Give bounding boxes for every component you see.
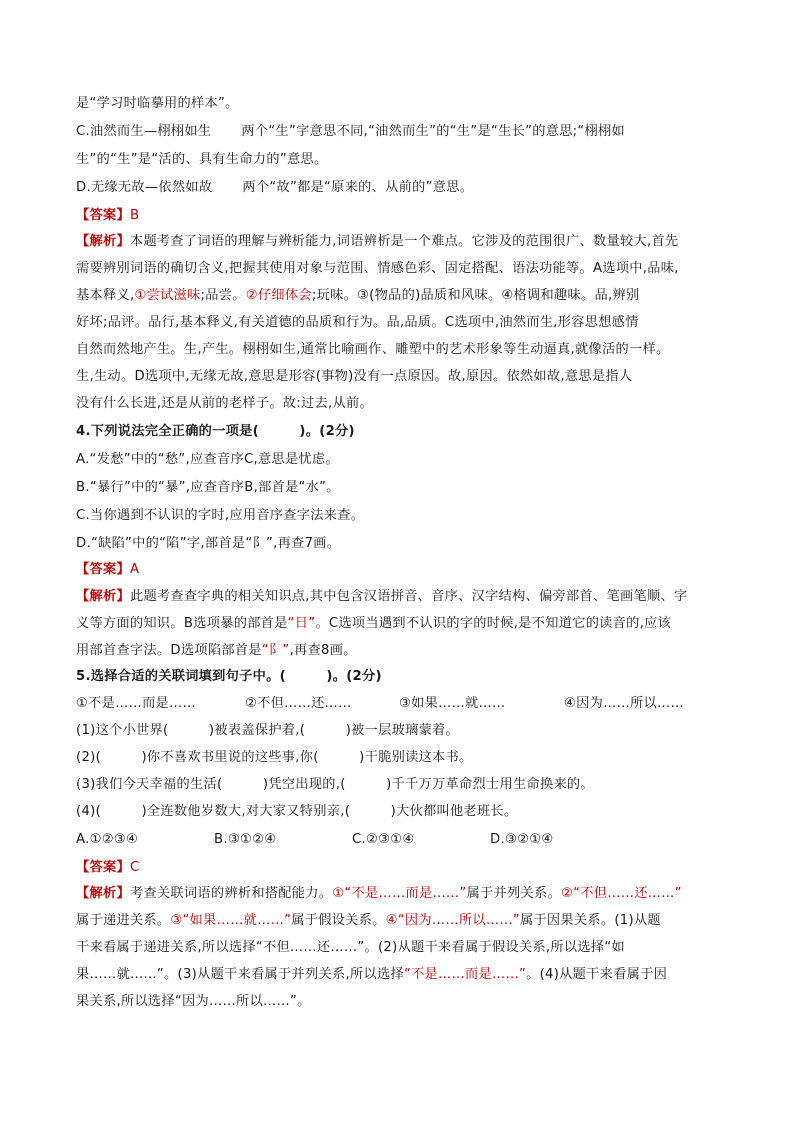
- text-line: [76, 965, 667, 985]
- text: 此题考查查字典的相关知识点,其中包含汉语拼音、音序、汉字结构、偏旁部首、笔画笔顺、字: [129, 589, 688, 604]
- option-c: [76, 506, 364, 526]
- highlight-text: “不是……而是……”: [403, 967, 527, 982]
- sentence-2: [76, 748, 473, 768]
- answer-line: [76, 206, 139, 226]
- answer-value: B: [129, 208, 140, 223]
- answer-value: A: [129, 562, 140, 577]
- text: C.油然而生—栩栩如生: [76, 124, 212, 139]
- text-line: [76, 150, 327, 170]
- option-c-line: [76, 122, 625, 142]
- text: (3)我们今天幸福的生活( )凭空出现的,( )千千万万革命烈士用生命换来的。: [76, 777, 594, 792]
- text: 两个“生”字意思不同,“油然而生”的“生”是“生长”的意思;“栩栩如: [241, 124, 626, 139]
- text: 义等方面的知识。B选项暴的部首是: [76, 616, 288, 631]
- text: 果关系,所以选择“因为……所以……”。: [76, 994, 311, 1009]
- option-d-line: [76, 178, 473, 198]
- sentence-4: [76, 802, 517, 822]
- choice-c: C.②③①④: [352, 832, 415, 847]
- option-d: [76, 534, 340, 554]
- highlight-text: ④“因为……所以……”: [385, 913, 520, 928]
- text: 是“学习时临摹用的样本”。: [76, 96, 239, 111]
- text: 。C选项当遇到不认识的字的时候,是不知道它的读音的,应该: [315, 616, 672, 631]
- analysis-label: 【解析】: [76, 589, 130, 604]
- question-4: [76, 422, 355, 442]
- choice-a: A.①②③④: [76, 832, 139, 847]
- analysis-label: 【解析】: [76, 886, 130, 901]
- answer-label: 【答案】: [76, 860, 130, 875]
- question-text: 4.下列说法完全正确的一项是( )。(2分): [76, 424, 355, 439]
- option-a: [76, 450, 339, 470]
- text: ,再查8画。: [289, 643, 357, 658]
- text: (4)( )全连数他岁数大,对大家又特别亲,( )大伙都叫他老班长。: [76, 804, 518, 819]
- text: D.“缺陷”中的“陷”字,部首是“阝”,再查7画。: [76, 536, 341, 551]
- text-line: [76, 259, 679, 279]
- sentence-3: [76, 775, 594, 795]
- text: 属于递进关系。: [76, 913, 171, 928]
- answer-line: [76, 560, 139, 580]
- text-line: [76, 367, 632, 387]
- text: 生,生动。D选项中,无缘无故,意思是形容(事物)没有一点原因。故,原因。依然如故,意思是指人: [76, 369, 633, 384]
- text: D.无缘无故—依然如故: [76, 180, 213, 195]
- highlight-text: “日”: [287, 616, 316, 631]
- text: 两个“故”都是“原来的、从前的”意思。: [242, 180, 474, 195]
- choice-d: D.③②①④: [490, 832, 554, 847]
- text-line: [76, 938, 625, 958]
- option-2: ②不但……还……: [245, 696, 352, 711]
- text-line: [76, 614, 671, 634]
- text: 干来看属于递进关系,所以选择“不但……还……”。(2)从题干来看属于假设关系,所以选择“如: [76, 940, 625, 955]
- text-line: [76, 313, 639, 333]
- highlight-text: ②“不但……还……”: [560, 886, 682, 901]
- text: 属于假设关系。: [291, 913, 386, 928]
- text: 果……就……”。(3)从题干来看属于并列关系,所以选择: [76, 967, 404, 982]
- question-text: 5.选择合适的关联词填到句子中。( )。(2分): [76, 669, 382, 684]
- text: 属于并列关系。: [466, 886, 561, 901]
- analysis-line: [76, 884, 682, 904]
- text: 没有什么长进,还是从前的老样子。故:过去,从前。: [76, 396, 373, 411]
- highlight-text: ①尝试滋味: [134, 288, 201, 303]
- text: 用部首查字法。D选项陷部首是: [76, 643, 262, 658]
- text-line: [76, 641, 357, 661]
- sentence-1: [76, 721, 459, 741]
- text-line: [76, 394, 373, 414]
- question-5: [76, 667, 382, 687]
- text: (2)( )你不喜欢书里说的这些事,你( )干脆别读这本书。: [76, 750, 473, 765]
- highlight-text: ②仔细体会: [245, 288, 312, 303]
- text: 考查关联词语的辨析和搭配能力。: [129, 886, 333, 901]
- text: 。(4)从题干来看属于因: [526, 967, 668, 982]
- text: (1)这个小世界( )被表盖保护着,( )被一层玻璃蒙着。: [76, 723, 460, 738]
- text-line: [76, 94, 239, 114]
- text-line: [76, 992, 311, 1012]
- answer-label: 【答案】: [76, 562, 130, 577]
- analysis-line: [76, 587, 687, 607]
- text: ;品尝。: [200, 288, 246, 303]
- text: C.当你遇到不认识的字时,应用音序查字法来查。: [76, 508, 365, 523]
- option-3: ③如果……就……: [399, 696, 506, 711]
- text: 生”的“生”是“活的、具有生命力的”意思。: [76, 152, 328, 167]
- text-line: [76, 286, 639, 306]
- highlight-text: ③“如果……就……”: [170, 913, 292, 928]
- answer-label: 【答案】: [76, 208, 130, 223]
- text: ;玩味。③(物品的)品质和风味。④格调和趣味。品,辨别: [311, 288, 640, 303]
- answer-value: C: [129, 860, 140, 875]
- text: 需要辨别词语的确切含义,把握其使用对象与范围、情感色彩、固定搭配、语法功能等。A选项中,品味,: [76, 261, 679, 276]
- analysis-line: [76, 232, 678, 252]
- highlight-text: “阝”: [261, 643, 290, 658]
- text: B.“暴行”中的“暴”,应查音序B,部首是“水”。: [76, 480, 340, 495]
- option-4: ④因为……所以……: [564, 696, 685, 711]
- option-b: [76, 478, 340, 498]
- text-line: [76, 340, 669, 360]
- analysis-label: 【解析】: [76, 234, 130, 249]
- text: A.“发愁”中的“愁”,应查音序C,意思是忧虑。: [76, 452, 339, 467]
- option-1: ①不是……而是……: [76, 696, 197, 711]
- answer-line: [76, 858, 139, 878]
- highlight-text: ①“不是……而是……”: [332, 886, 467, 901]
- choice-b: B.③①②④: [214, 832, 277, 847]
- text: 属于因果关系。(1)从题: [519, 913, 661, 928]
- text: 本题考查了词语的理解与辨析能力,词语辨析是一个难点。它涉及的范围很广、数量较大,首先: [129, 234, 679, 249]
- text: 好坏;品评。品行,基本释义,有关道德的品质和行为。品,品质。C选项中,油然而生,形容思想感情: [76, 315, 639, 330]
- text-line: [76, 911, 661, 931]
- text: 自然而然地产生。生,产生。栩栩如生,通常比喻画作、雕塑中的艺术形象等生动逼真,就像活的一样。: [76, 342, 670, 357]
- text: 基本释义,: [76, 288, 135, 303]
